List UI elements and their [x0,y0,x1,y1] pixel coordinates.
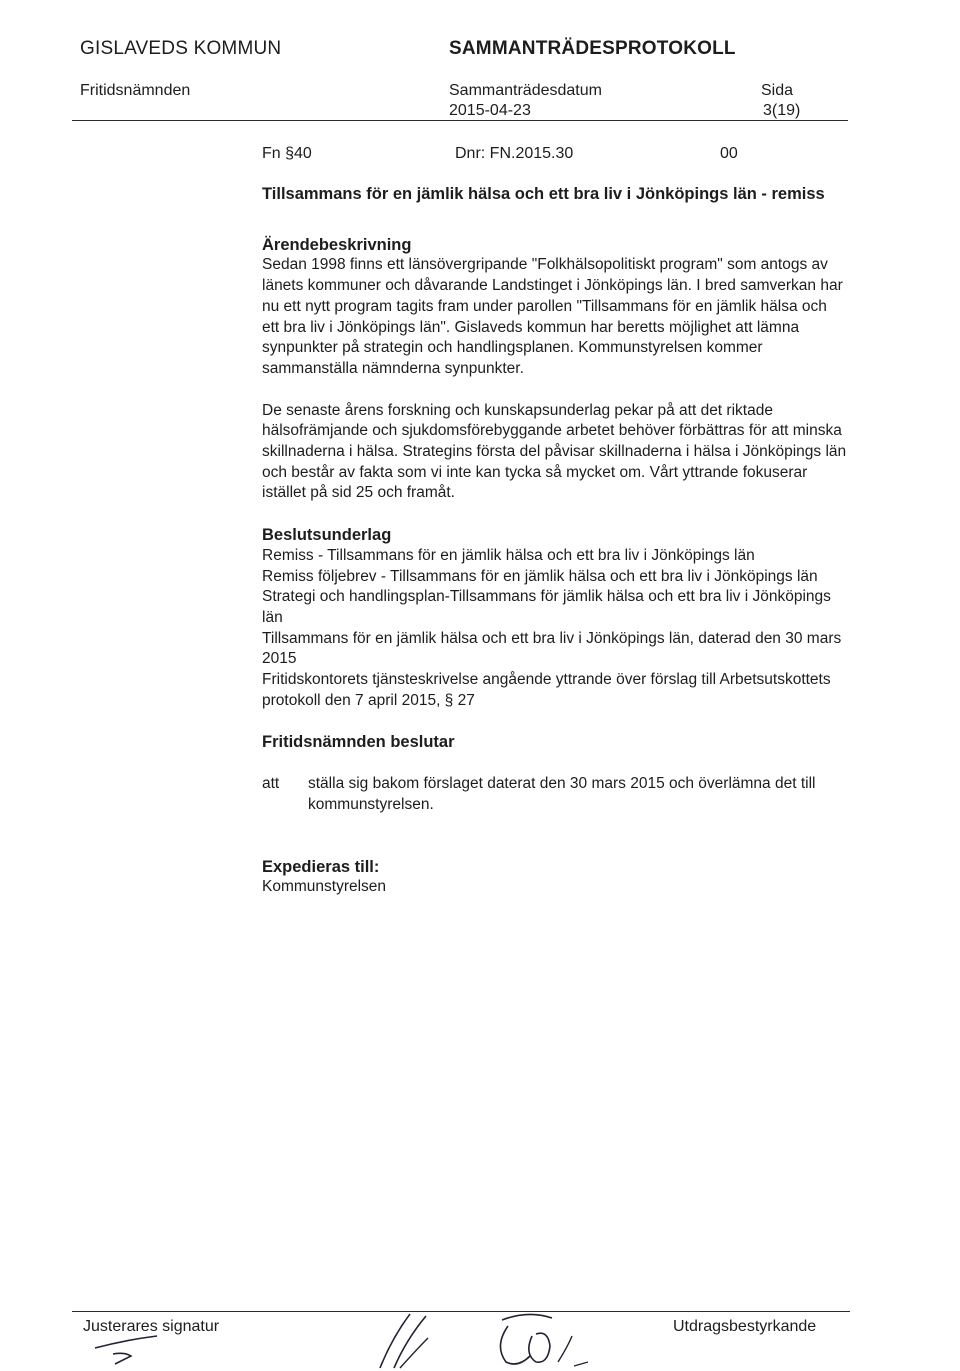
header-divider [72,120,848,121]
description-paragraph-2: De senaste årens forskning och kunskapsunderlag pekar på att det riktade hälsofrämjande och sjukdomsförebyggande arbetet behöver förbättras för att minska skillnaderna i hälsa. Strategins första del påvisar skillnaderna i hälsa i Jönköpings län och består av fakta som vi inte kan tycka så mycket om. Vårt yttrande fokuserar istället på sid 25 och framåt. [262,401,847,502]
basis-item: Fritidskontorets tjänsteskrivelse angående yttrande över förslag till Arbetsutskottets protokoll den 7 april 2015, § 27 [262,671,831,709]
decision-text: ställa sig bakom förslaget daterat den 30 mars 2015 och överlämna det till kommunstyrelsen. [308,775,816,813]
case-number: Dnr: FN.2015.30 [455,145,574,162]
basis-item: Remiss - Tillsammans för en jämlik hälsa och ett bra liv i Jönköpings län [262,546,755,564]
decision-clause [262,774,847,815]
case-title: Tillsammans för en jämlik hälsa och ett bra liv i Jönköpings län - remiss [262,185,825,203]
handwritten-initials-1 [85,1326,175,1366]
extract-certification-label: Utdragsbestyrkande [673,1318,817,1335]
municipality-name: GISLAVEDS KOMMUN [80,38,282,59]
basis-item: Tillsammans för en jämlik hälsa och ett bra liv i Jönköpings län, daterad den 30 mars 2015 [262,629,842,668]
basis-item: Remiss följebrev - Tillsammans för en jämlik hälsa och ett bra liv i Jönköpings län [262,567,818,585]
meeting-date-label: Sammanträdesdatum [449,82,602,99]
board-name: Fritidsnämnden [80,82,191,99]
page-number: 3(19) [763,102,801,119]
description-paragraph-1: Sedan 1998 finns ett länsövergripande "Folkhälsopolitiskt program" som antogs av länets kommuner och dåvarande Landstinget i Jönköpings län. I bred samverkan har nu ett nytt program tagits fram under parollen "Tillsammans för en jämlik hälsa och ett bra liv i Jönköpings län". Gislaveds kommun har beretts möjlighet att lämna synpunkter på strategin och handlingsplanen. Kommunstyrelsen kommer sammanställa nämnderna synpunkter. [262,256,843,377]
handwritten-signature-3 [488,1306,598,1370]
decision-key: att [262,775,280,793]
signature-label: Justerares signatur [83,1318,220,1335]
document-type-title: SAMMANTRÄDESPROTOKOLL [449,38,736,59]
dispatch-recipient: Kommunstyrelsen [262,878,387,896]
paragraph-number: Fn §40 [262,145,312,162]
decision-heading: Fritidsnämnden beslutar [262,733,455,752]
handwritten-signature-2 [370,1308,450,1370]
footer-divider [72,1311,850,1312]
basis-item: Strategi och handlingsplan-Tillsammans för jämlik hälsa och ett bra liv i Jönköpings län [262,588,831,626]
basis-heading: Beslutsunderlag [262,526,392,545]
case-code: 00 [720,145,738,162]
dispatch-heading: Expedieras till: [262,857,380,876]
meeting-date: 2015-04-23 [449,102,531,119]
page-label: Sida [761,82,794,99]
document-body [262,184,847,898]
description-heading: Ärendebeskrivning [262,235,412,254]
